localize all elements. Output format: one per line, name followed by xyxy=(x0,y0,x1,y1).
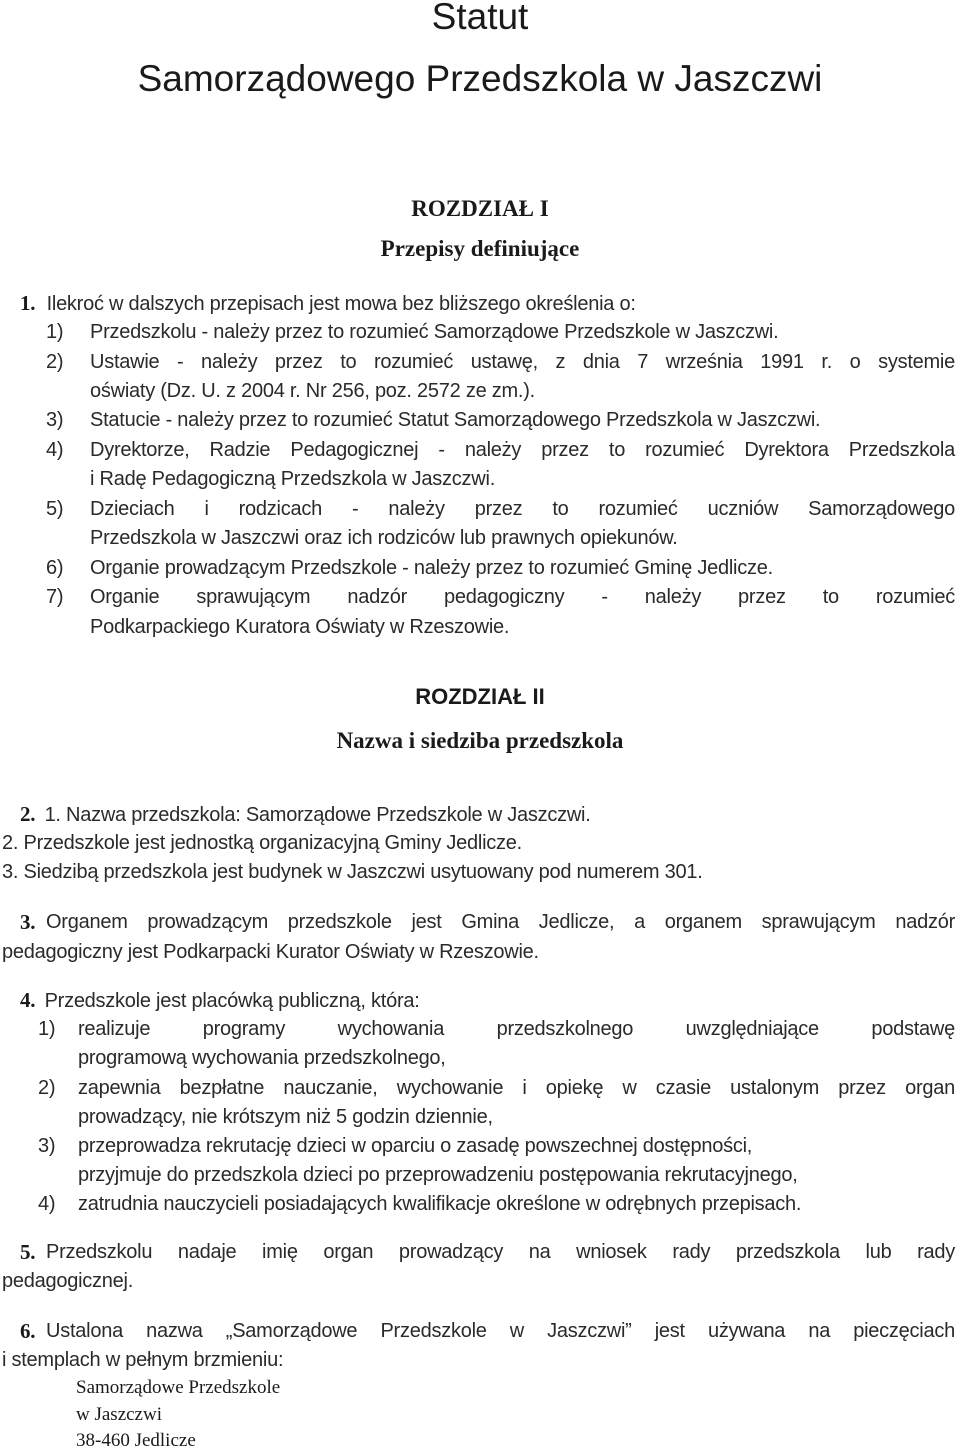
item-text: zatrudnia nauczycieli posiadających kwalifikacje określone w odrębnych przepisach. xyxy=(78,1193,802,1215)
definition-item-4 xyxy=(46,440,63,460)
paragraph-5 xyxy=(20,1242,35,1263)
item-number: 2) xyxy=(46,351,64,373)
document-title: Statut xyxy=(431,0,529,37)
item-number: 7) xyxy=(46,586,64,608)
item-text-continuation: prowadzący, nie krótszym niż 5 godzin dziennie, xyxy=(78,1106,493,1128)
definition-item-1 xyxy=(46,321,779,343)
paragraph-2-number: 2. xyxy=(20,802,36,826)
item-text-continuation: Przedszkola w Jaszczwi oraz ich rodziców lub prawnych opiekunów. xyxy=(90,527,678,549)
paragraph-2-line-2: 2. Przedszkole jest jednostką organizacyjną Gminy Jedlicze. xyxy=(2,832,522,854)
paragraph-6-number: 6. xyxy=(20,1319,36,1343)
stamp-line-1: Samorządowe Przedszkole xyxy=(76,1377,281,1398)
paragraph-6 xyxy=(20,1321,35,1342)
item-number: 2) xyxy=(38,1077,56,1099)
item-number: 1) xyxy=(38,1018,56,1040)
item-text: Dyrektorze, Radzie Pedagogicznej - należy przez to rozumieć Dyrektora Przedszkola xyxy=(90,439,955,461)
item-text: realizuje programy wychowania przedszkolnego uwzględniające podstawę xyxy=(78,1018,955,1040)
definition-item-6 xyxy=(46,557,773,579)
paragraph-4-intro: Przedszkole jest placówką publiczną, która: xyxy=(44,990,420,1012)
paragraph-3-number: 3. xyxy=(20,910,36,934)
chapter-1-heading: ROZDZIAŁ I xyxy=(411,196,549,221)
paragraph-3-line-1: Organem prowadzącym przedszkole jest Gmina Jedlicze, a organem sprawującym nadzór xyxy=(46,911,955,933)
paragraph-2-line-3: 3. Siedzibą przedszkola jest budynek w Jaszczwi usytuowany pod numerem 301. xyxy=(2,861,703,883)
item-number: 4) xyxy=(38,1193,56,1215)
item-text: Organie sprawującym nadzór pedagogiczny - należy przez to rozumieć xyxy=(90,586,955,608)
paragraph-5-number: 5. xyxy=(20,1240,36,1264)
item-number: 5) xyxy=(46,498,64,520)
chapter-2-heading: ROZDZIAŁ II xyxy=(415,684,545,709)
paragraph-6-line-1: Ustalona nazwa „Samorządowe Przedszkole w Jaszczwi” jest używana na pieczęciach xyxy=(46,1320,955,1342)
definition-item-3 xyxy=(46,409,821,431)
item-text-continuation: przyjmuje do przedszkola dzieci po przeprowadzeniu postępowania rekrutacyjnego, xyxy=(78,1164,798,1186)
item-text: zapewnia bezpłatne nauczanie, wychowanie i opiekę w czasie ustalonym przez organ xyxy=(78,1077,955,1099)
paragraph-4 xyxy=(20,990,420,1011)
stamp-line-3: 38-460 Jedlicze xyxy=(76,1430,196,1451)
stamp-line-2: w Jaszczwi xyxy=(76,1404,162,1425)
item-number: 3) xyxy=(38,1135,56,1157)
paragraph-6-line-2: i stemplach w pełnym brzmieniu: xyxy=(2,1349,284,1371)
paragraph-4-item-1 xyxy=(38,1019,55,1039)
document-title-subtitle: Samorządowego Przedszkola w Jaszczwi xyxy=(137,58,823,99)
paragraph-1-intro: Ilekroć w dalszych przepisach jest mowa bez bliższego określenia o: xyxy=(46,293,636,315)
paragraph-5-line-2: pedagogicznej. xyxy=(2,1270,134,1292)
item-text-continuation: programową wychowania przedszkolnego, xyxy=(78,1047,446,1069)
paragraph-1-number: 1. xyxy=(20,291,36,315)
item-text-continuation: Podkarpackiego Kuratora Oświaty w Rzeszowie. xyxy=(90,616,510,638)
item-text: Dzieciach i rodzicach - należy przez to rozumieć uczniów Samorządowego xyxy=(90,498,955,520)
paragraph-3 xyxy=(20,912,35,933)
item-text-continuation: oświaty (Dz. U. z 2004 r. Nr 256, poz. 2572 ze zm.). xyxy=(90,380,535,402)
chapter-1-subheading: Przepisy definiujące xyxy=(380,236,580,261)
definition-item-7 xyxy=(46,587,63,607)
paragraph-4-item-3 xyxy=(38,1135,753,1157)
item-text: Ustawie - należy przez to rozumieć ustawę, z dnia 7 września 1991 r. o systemie xyxy=(90,351,955,373)
definition-item-2 xyxy=(46,352,63,372)
paragraph-2-line-1: 1. Nazwa przedszkola: Samorządowe Przedszkole w Jaszczwi. xyxy=(44,804,591,826)
paragraph-2 xyxy=(20,804,591,825)
chapter-2-subheading: Nazwa i siedziba przedszkola xyxy=(336,728,624,753)
paragraph-4-item-2 xyxy=(38,1078,55,1098)
item-number: 3) xyxy=(46,409,64,431)
item-number: 6) xyxy=(46,557,64,579)
definition-item-5 xyxy=(46,499,63,519)
item-text: Statucie - należy przez to rozumieć Statut Samorządowego Przedszkola w Jaszczwi. xyxy=(90,409,821,431)
item-text: Przedszkolu - należy przez to rozumieć Samorządowe Przedszkole w Jaszczwi. xyxy=(90,321,779,343)
paragraph-4-item-4 xyxy=(38,1193,802,1215)
paragraph-5-line-1: Przedszkolu nadaje imię organ prowadzący na wniosek rady przedszkola lub rady xyxy=(46,1241,955,1263)
item-text-continuation: i Radę Pedagogiczną Przedszkola w Jaszczwi. xyxy=(90,468,496,490)
paragraph-1 xyxy=(20,293,636,314)
paragraph-3-line-2: pedagogiczny jest Podkarpacki Kurator Oświaty w Rzeszowie. xyxy=(2,941,539,963)
paragraph-4-number: 4. xyxy=(20,988,36,1012)
item-number: 4) xyxy=(46,439,64,461)
item-text: przeprowadza rekrutację dzieci w oparciu o zasadę powszechnej dostępności, xyxy=(78,1135,753,1157)
item-number: 1) xyxy=(46,321,64,343)
item-text: Organie prowadzącym Przedszkole - należy przez to rozumieć Gminę Jedlicze. xyxy=(90,557,773,579)
